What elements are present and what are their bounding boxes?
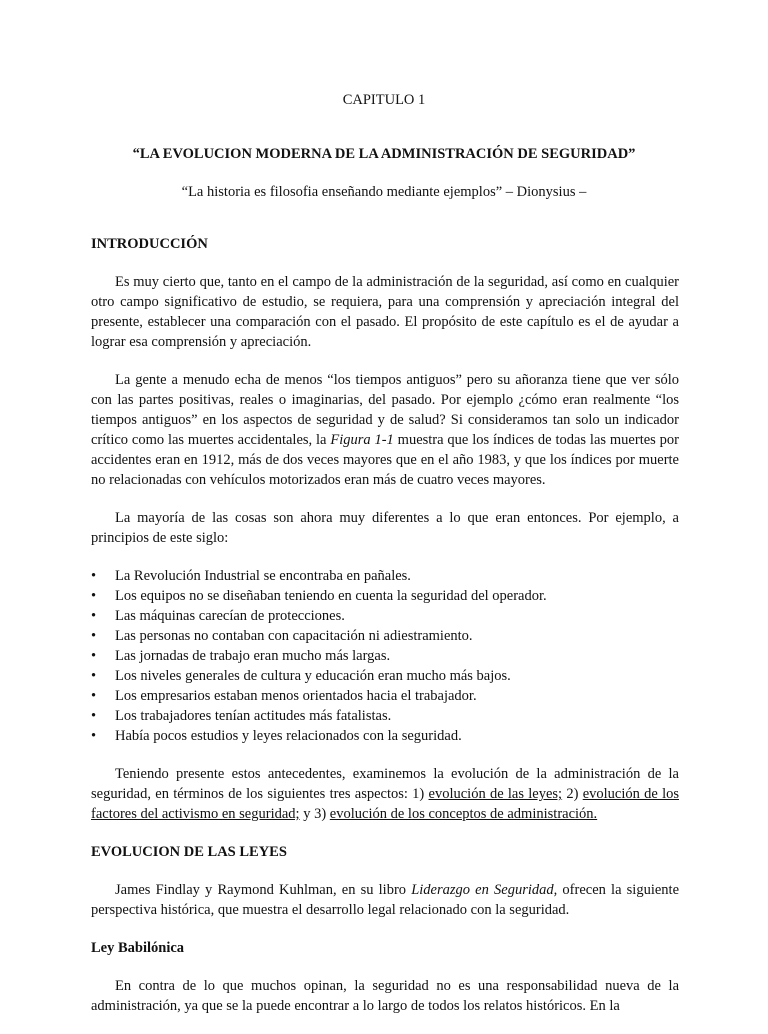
list-item: • Los equipos no se diseñaban teniendo en cuenta la seguridad del operador. xyxy=(91,588,547,604)
book-title: Liderazgo en Seguridad, xyxy=(411,882,558,898)
list-item: • Las personas no contaban con capacitación ni adiestramiento. xyxy=(91,628,473,644)
list-item: • Los empresarios estaban menos orientados hacia el trabajador. xyxy=(91,688,477,704)
bullet-icon: • xyxy=(91,648,97,664)
intro-paragraph-2-text-b: muestra que los índices de todas las muertes por accidentes eran en 1912, más de dos veces mayores que en el año 1983, y que los índices por muerte no relacionadas con vehículos motorizados eran más de cuatro veces mayores. xyxy=(91,432,679,488)
link-evolucion-conceptos[interactable]: evolución de los conceptos de administración. xyxy=(329,806,598,822)
bullet-icon: • xyxy=(91,628,97,644)
figure-reference: Figura 1-1 xyxy=(330,432,394,448)
bullet-icon: • xyxy=(91,728,97,744)
link-evolucion-activismo[interactable]: evolución de los factores del activismo en seguridad; xyxy=(91,786,679,822)
list-item: • Los niveles generales de cultura y educación eran mucho más bajos. xyxy=(91,668,511,684)
intro-paragraph-1: Es muy cierto que, tanto en el campo de la administración de la seguridad, así como en cualquier otro campo significativo de estudio, se requiera, para una comprensión y apreciación integral del presente, establecer una comparación con el pasado. El propósito de este capítulo es el de ayudar a lograr esa comprensión y apreciación. xyxy=(91,274,679,350)
bullet-icon: • xyxy=(91,588,97,604)
bullet-list xyxy=(91,566,679,746)
laws-paragraph-1: James Findlay y Raymond Kuhlman, en su libro Liderazgo en Seguridad, ofrecen la siguiente perspectiva histórica, que muestra el desarrollo legal relacionado con la seguridad. xyxy=(91,882,680,918)
bullet-icon: • xyxy=(91,708,97,724)
bullet-icon: • xyxy=(91,668,97,684)
list-item: • Las jornadas de trabajo eran mucho más largas. xyxy=(91,648,391,664)
introduction-heading: INTRODUCCIÓN xyxy=(91,236,208,252)
intro-paragraph-2 xyxy=(91,370,679,490)
epigraph: “La historia es filosofia enseñando mediante ejemplos” – Dionysius – xyxy=(181,184,587,200)
intro-paragraph-4: Teniendo presente estos antecedentes, examinemos la evolución de la administración de la seguridad, en términos de los siguientes tres aspectos: 1) evolución de las leyes; 2) evolución de los factores del activismo en seguridad; y 3) evolución de los conceptos de administración. xyxy=(91,766,679,822)
link-evolucion-leyes[interactable]: evolución de las leyes; xyxy=(428,786,563,802)
laws-heading: EVOLUCION DE LAS LEYES xyxy=(91,844,287,860)
bullet-icon: • xyxy=(91,688,97,704)
list-item: • Los trabajadores tenían actitudes más fatalistas. xyxy=(91,708,392,724)
laws-paragraph-2: En contra de lo que muchos opinan, la seguridad no es una responsabilidad nueva de la administración, ya que se la puede encontrar a lo largo de todos los relatos históricos. En la xyxy=(91,978,679,1014)
babylonian-law-heading: Ley Babilónica xyxy=(91,940,185,956)
intro-paragraph-3: La mayoría de las cosas son ahora muy diferentes a lo que eran entonces. Por ejemplo, a principios de este siglo: xyxy=(91,510,679,546)
bullet-icon: • xyxy=(91,608,97,624)
bullet-icon: • xyxy=(91,568,97,584)
intro-paragraph-2-text-a: La gente a menudo echa de menos “los tiempos antiguos” pero su añoranza tiene que ver sólo con las partes positivas, reales o imaginarias, del pasado. Por ejemplo ¿cómo eran realmente “los tiempos antiguos” en los aspectos de seguridad y de salud? Si consideramos tan solo un indicador crítico como las muertes accidentales, la xyxy=(91,372,679,448)
list-item: • Había pocos estudios y leyes relacionados con la seguridad. xyxy=(91,728,462,744)
chapter-title: “LA EVOLUCION MODERNA DE LA ADMINISTRACIÓN DE SEGURIDAD” xyxy=(132,146,636,162)
chapter-label: CAPITULO 1 xyxy=(342,92,426,108)
list-item: • Las máquinas carecían de protecciones. xyxy=(91,608,345,624)
document-body xyxy=(91,234,679,1034)
list-item: • La Revolución Industrial se encontraba en pañales. xyxy=(91,568,411,584)
